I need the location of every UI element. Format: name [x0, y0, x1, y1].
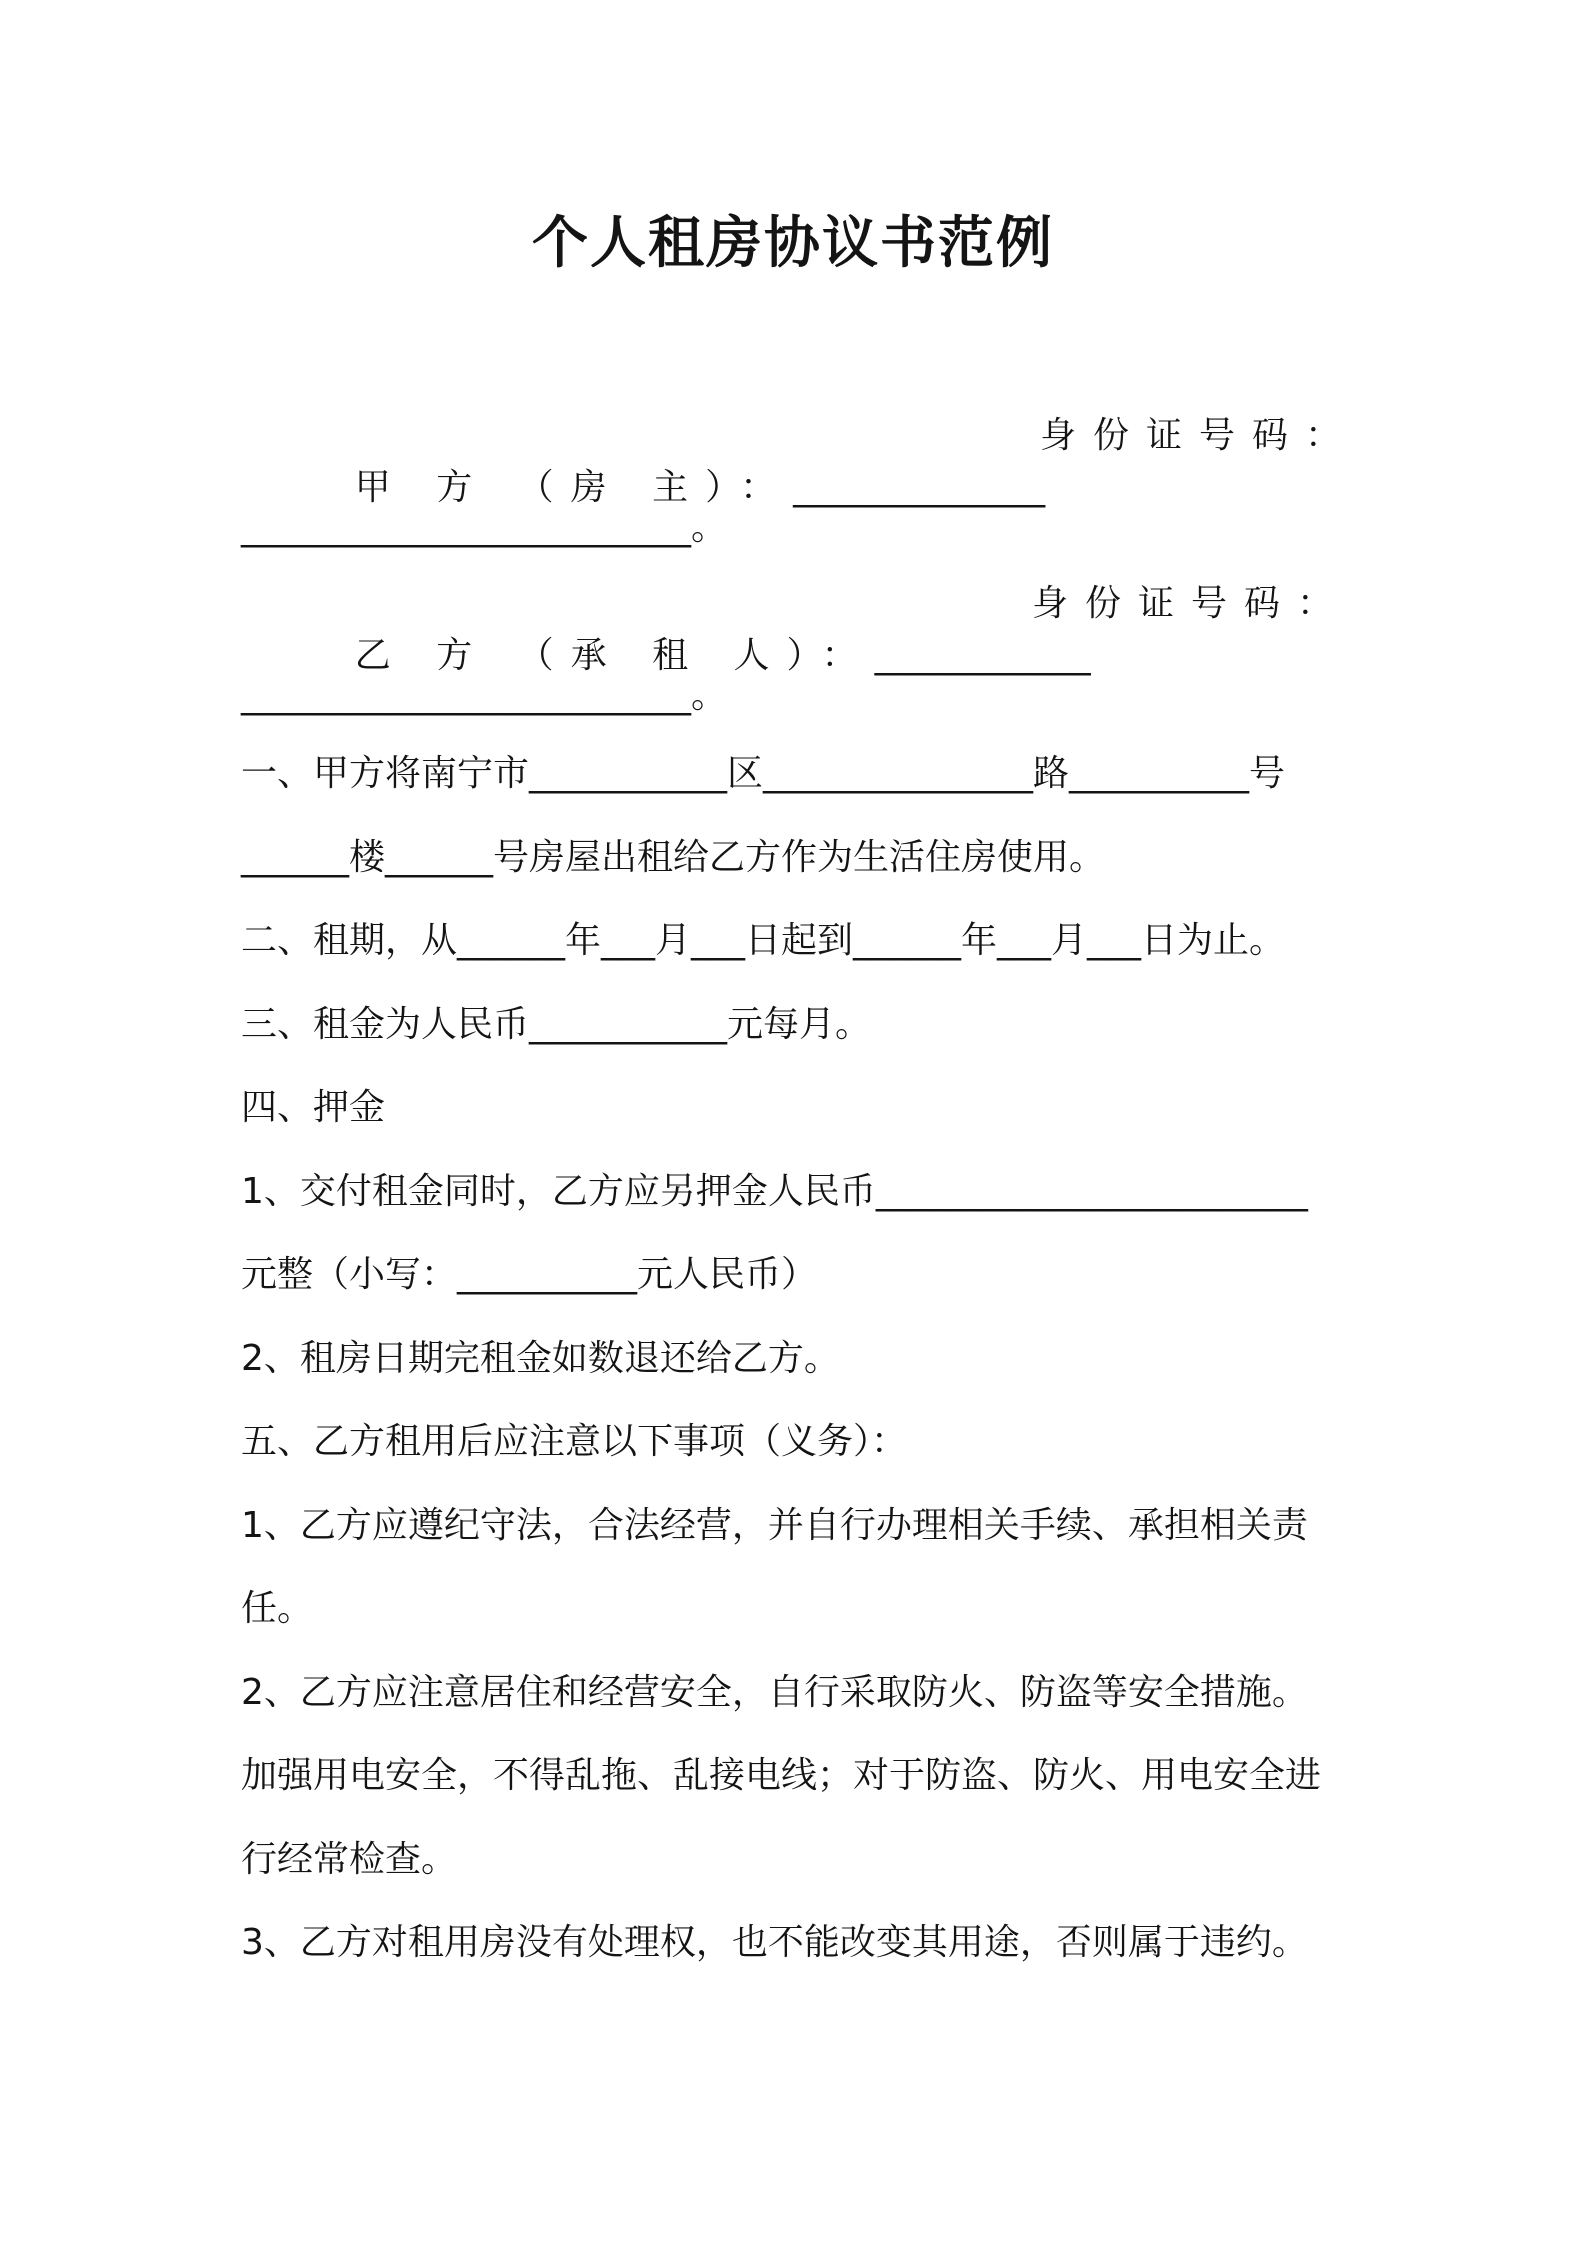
party-a-label: 甲 方 （房 主）：	[354, 467, 794, 508]
party-a-id-label: 身份证号码：	[1040, 415, 1359, 456]
clause-line: 2、租房日期完租金如数退还给乙方。	[241, 1338, 840, 1379]
clause-line: 四、押金	[241, 1087, 386, 1128]
clause-line: 二、租期，从______年___月___日起到______年___月___日为止。	[241, 920, 1286, 961]
clause-line: 三、租金为人民币___________元每月。	[241, 1004, 872, 1045]
clause-line: 元整（小写：__________元人民币）	[241, 1254, 818, 1295]
party-b-id-label: 身份证号码：	[1032, 583, 1351, 624]
party-b-id-blank: _________________________。	[241, 675, 727, 716]
party-b-label: 乙 方 （承 租 人）：	[354, 635, 875, 676]
clause-line: 行经常检查。	[241, 1839, 458, 1880]
party-a-name-blank: ______________	[793, 467, 1046, 508]
clause-line: 1、乙方应遵纪守法，合法经营，并自行办理相关手续、承担相关责	[241, 1505, 1308, 1546]
clause-line: 1、交付租金同时，乙方应另押金人民币________________________	[241, 1171, 1308, 1212]
clause-line: ______楼______号房屋出租给乙方作为生活住房使用。	[241, 837, 1106, 878]
party-a-id-blank: _________________________。	[241, 507, 727, 548]
clause-line: 加强用电安全，不得乱拖、乱接电线；对于防盗、防火、用电安全进	[241, 1755, 1322, 1796]
clause-line: 3、乙方对租用房没有处理权，也不能改变其用途，否则属于违约。	[241, 1922, 1308, 1963]
clause-line: 2、乙方应注意居住和经营安全，自行采取防火、防盗等安全措施。	[241, 1672, 1308, 1713]
clause-line: 任。	[241, 1588, 314, 1629]
clause-line: 五、乙方租用后应注意以下事项（义务）：	[241, 1421, 908, 1462]
party-b-name-blank: ____________	[874, 635, 1091, 676]
document-title: 个人租房协议书范例	[532, 211, 1054, 276]
clause-line: 一、甲方将南宁市___________区_______________路__________号	[241, 753, 1286, 794]
